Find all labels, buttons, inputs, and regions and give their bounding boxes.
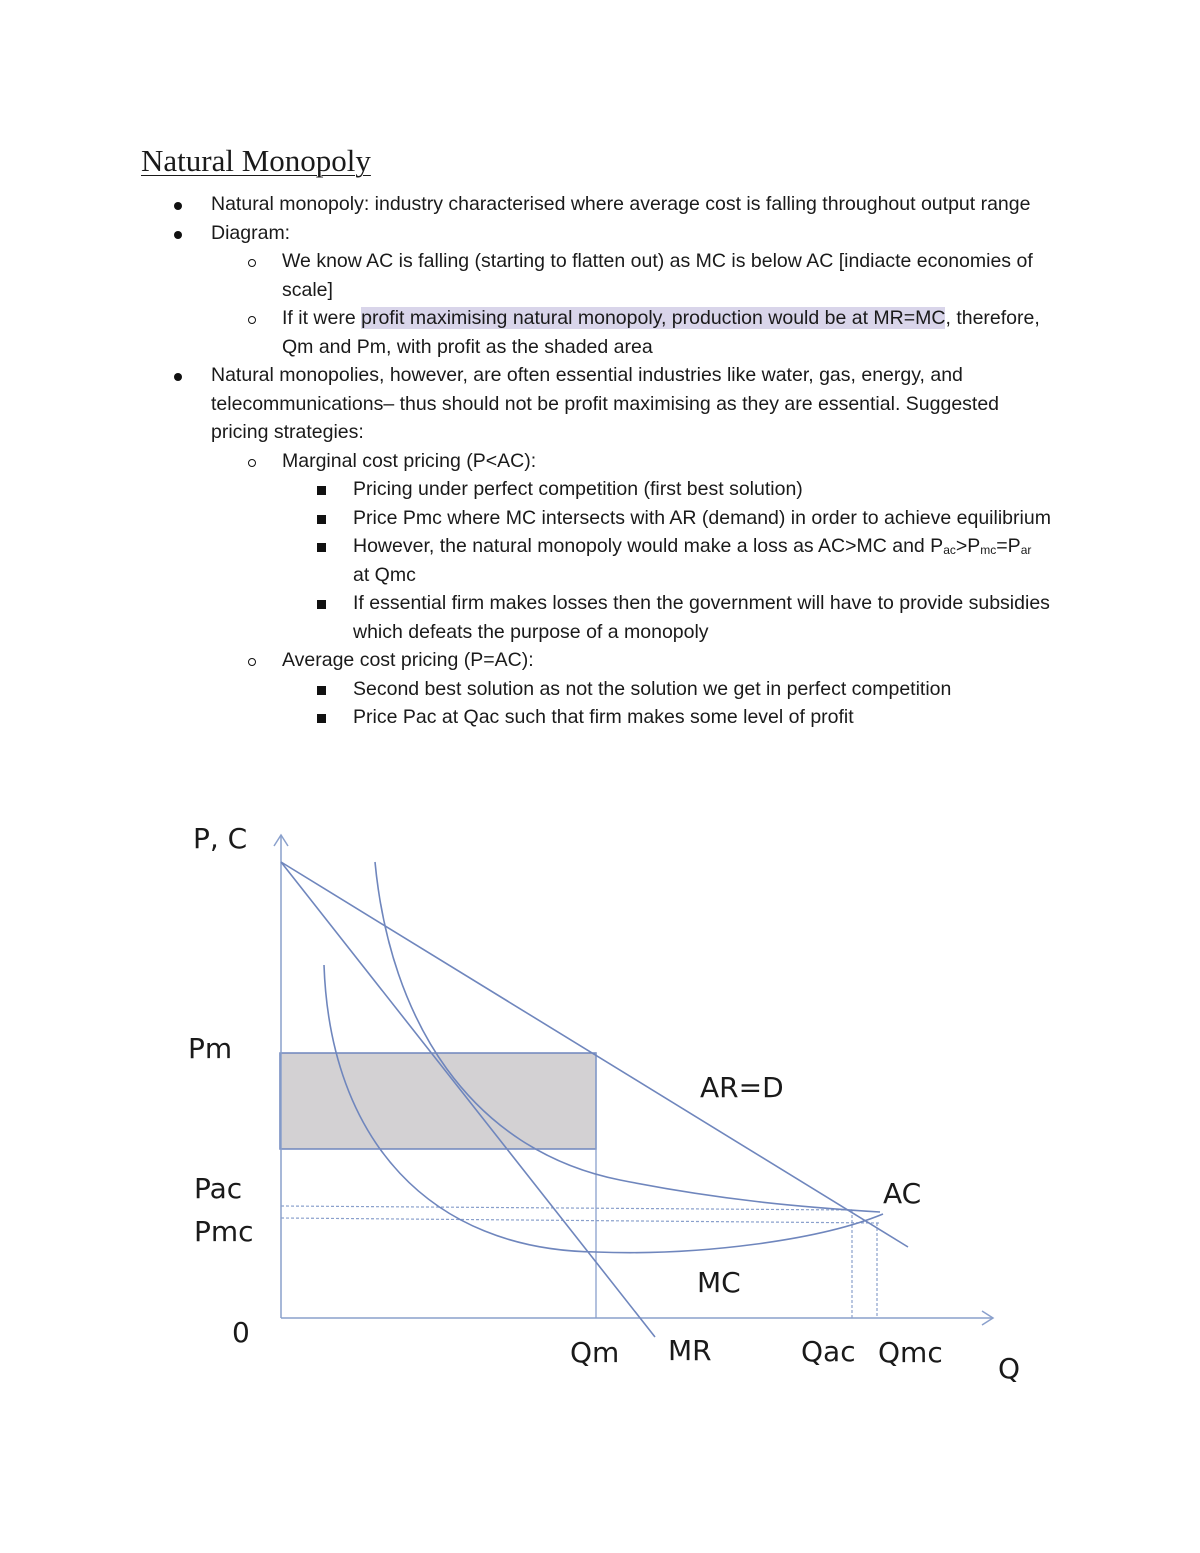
highlighted-text: profit maximising natural monopoly, production would be at MR=MC (361, 307, 946, 329)
list-item: Diagram: (0, 219, 1200, 248)
bullet-dot-icon (174, 361, 182, 390)
origin-label: 0 (232, 1316, 250, 1349)
list-item: Price Pmc where MC intersects with AR (demand) in order to achieve equilibrium (0, 504, 1200, 533)
bullet-circle-icon (248, 247, 256, 276)
list-item: Natural monopoly: industry characterised where average cost is falling throughout output range (0, 190, 1200, 219)
ac-curve (375, 862, 880, 1212)
bullet-square-icon (317, 532, 326, 561)
qm-label: Qm (570, 1336, 620, 1369)
bullet-circle-icon (248, 447, 256, 476)
bullet-square-icon (317, 703, 326, 732)
bullet-circle-icon (248, 646, 256, 675)
ac-label: AC (883, 1177, 922, 1210)
list-item: Natural monopolies, however, are often essential industries like water, gas, energy, and telecommunications– thus should not be profit maximising as they are essential. Suggested pricing strategies: (0, 361, 1200, 447)
list-item: If it were profit maximising natural monopoly, production would be at MR=MC, therefore, Qm and Pm, with profit as the shaded area (0, 304, 1200, 361)
pm-label: Pm (188, 1032, 233, 1065)
bullet-circle-icon (248, 304, 256, 333)
bullet-dot-icon (174, 190, 182, 219)
bullet-dot-icon (174, 219, 182, 248)
pac-label: Pac (194, 1172, 243, 1205)
mr-label: MR (668, 1334, 712, 1367)
natural-monopoly-diagram (140, 810, 1040, 1390)
bullet-square-icon (317, 475, 326, 504)
mc-label: MC (697, 1266, 741, 1299)
profit-area (280, 1053, 596, 1149)
page-title: Natural Monopoly (141, 143, 371, 178)
x-axis-label: Q (998, 1352, 1021, 1385)
bullet-square-icon (317, 675, 326, 704)
bullet-square-icon (317, 504, 326, 533)
list-item: Average cost pricing (P=AC): (0, 646, 1200, 675)
notes-list (0, 190, 1200, 732)
qac-label: Qac (801, 1335, 856, 1368)
list-item: Marginal cost pricing (P<AC): (0, 447, 1200, 476)
list-item: We know AC is falling (starting to flatten out) as MC is below AC [indiacte economies of scale] (0, 247, 1200, 304)
qmc-label: Qmc (878, 1336, 943, 1369)
list-item: Pricing under perfect competition (first best solution) (0, 475, 1200, 504)
y-axis-label: P, C (193, 822, 248, 855)
bullet-square-icon (317, 589, 326, 618)
ar-d-label: AR=D (700, 1071, 784, 1104)
pmc-guide-line (281, 1218, 880, 1223)
list-item: However, the natural monopoly would make a loss as AC>MC and $P_{ac}>P_{mc}=P_{ar}$ at Qmc (0, 532, 1200, 589)
list-item: Price Pac at Qac such that firm makes some level of profit (0, 703, 1200, 732)
pmc-label: Pmc (194, 1215, 254, 1248)
pac-guide-line (281, 1206, 852, 1210)
list-item: If essential firm makes losses then the government will have to provide subsidies which defeats the purpose of a monopoly (0, 589, 1200, 646)
list-item: Second best solution as not the solution we get in perfect competition (0, 675, 1200, 704)
